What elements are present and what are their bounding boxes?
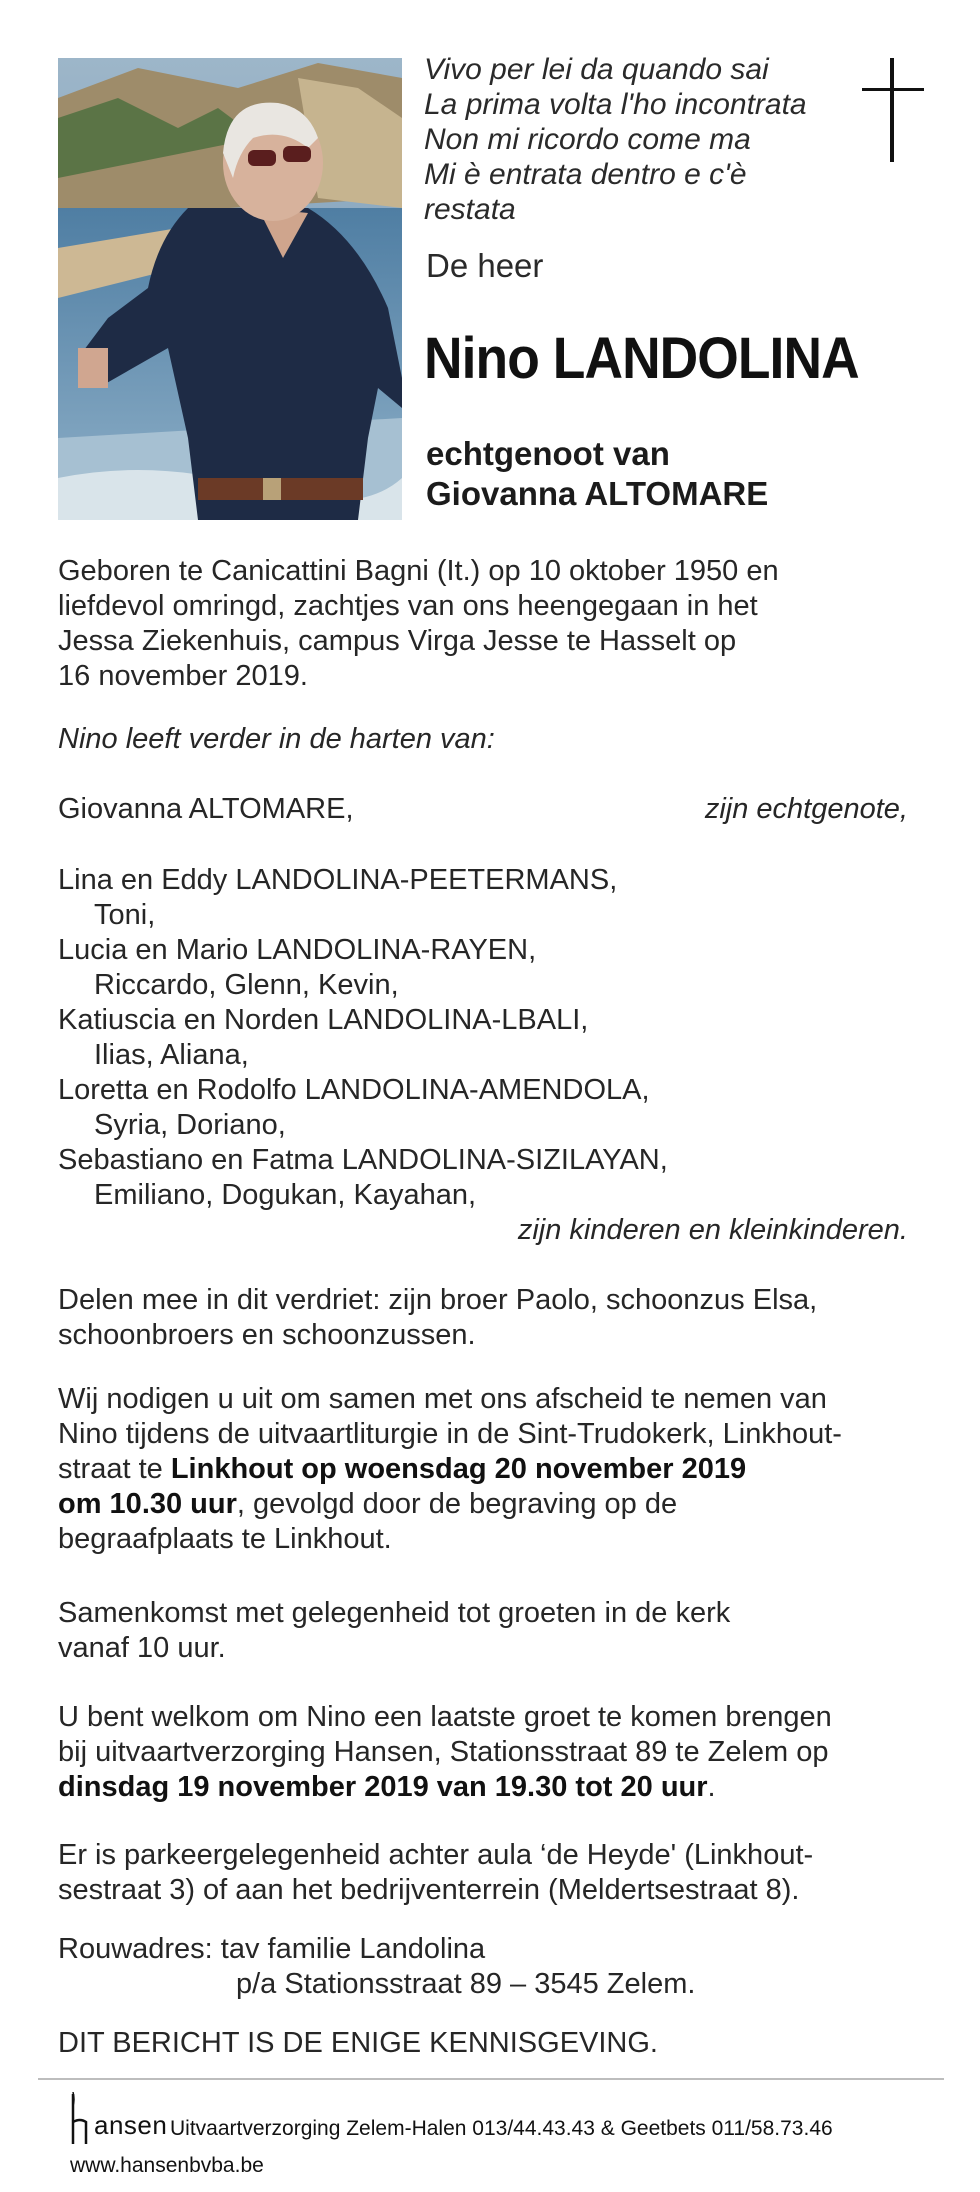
poem-line: Mi è entrata dentro e c'è xyxy=(424,158,747,191)
list-item: Toni, xyxy=(94,899,156,931)
text-line: Wij nodigen u uit om samen met ons afscheid te nemen van xyxy=(58,1383,827,1415)
text-line: vanaf 10 uur. xyxy=(58,1632,226,1664)
funeral-time: om 10.30 uur xyxy=(58,1488,237,1520)
website-link[interactable]: www.hansenbvba.be xyxy=(70,2154,264,2177)
text-span: , gevolgd door de begraving op de xyxy=(236,1488,678,1520)
text-line: Nino tijdens de uitvaartliturgie in de Sint-Trudokerk, Linkhout- xyxy=(58,1418,842,1450)
children-list xyxy=(58,863,938,1248)
address-line: p/a Stationsstraat 89 – 3545 Zelem. xyxy=(236,1968,696,2000)
text-line: Geboren te Canicattini Bagni (It.) op 10 oktober 1950 en xyxy=(58,555,779,587)
portrait-photo xyxy=(58,58,402,520)
text-line xyxy=(58,1487,938,1522)
funeral-paragraph xyxy=(58,1382,938,1557)
firm-contact: Uitvaartverzorging Zelem-Halen 013/44.43.43 & Geetbets 011/58.73.46 xyxy=(170,2117,833,2140)
notice: DIT BERICHT IS DE ENIGE KENNISGEVING. xyxy=(58,2027,658,2059)
list-item: Lucia en Mario LANDOLINA-RAYEN, xyxy=(58,934,537,966)
text-line: U bent welkom om Nino een laatste groet te komen brengen xyxy=(58,1701,832,1733)
poem-line: Vivo per lei da quando sai xyxy=(424,53,769,86)
visit-date: dinsdag 19 november 2019 van 19.30 tot 20 uur xyxy=(58,1771,708,1803)
birth-paragraph xyxy=(58,554,938,694)
text-line xyxy=(58,1770,938,1805)
list-item: Emiliano, Dogukan, Kayahan, xyxy=(94,1179,477,1211)
parking-paragraph xyxy=(58,1838,938,1908)
honorific: De heer xyxy=(426,247,544,284)
wife-row xyxy=(58,792,938,827)
address-block xyxy=(58,1932,938,2002)
cross-icon xyxy=(862,58,924,162)
brand-name: ansen xyxy=(94,2110,168,2140)
grief-paragraph xyxy=(58,1283,938,1353)
hansen-h-icon xyxy=(70,2092,92,2146)
list-item: Syria, Doriano, xyxy=(94,1109,286,1141)
deceased-name: Nino LANDOLINA xyxy=(424,326,859,391)
text-span: . xyxy=(707,1771,716,1803)
text-line: Delen mee in dit verdriet: zijn broer Paolo, schoonzus Elsa, xyxy=(58,1284,818,1316)
text-line: schoonbroers en schoonzussen. xyxy=(58,1319,476,1351)
spouse-block xyxy=(426,434,768,514)
portrait-image xyxy=(58,58,402,520)
spouse-name: Giovanna ALTOMARE xyxy=(426,475,769,512)
list-item: Riccardo, Glenn, Kevin, xyxy=(94,969,399,1001)
address-line: Rouwadres: tav familie Landolina xyxy=(58,1933,486,1965)
footer-divider xyxy=(38,2078,944,2080)
spouse-label: echtgenoot van xyxy=(426,435,670,472)
text-line xyxy=(58,1452,938,1487)
wife-name: Giovanna ALTOMARE, xyxy=(58,793,354,825)
gathering-paragraph xyxy=(58,1596,938,1666)
text-span: straat te xyxy=(58,1453,171,1485)
text-line: bij uitvaartverzorging Hansen, Stationsstraat 89 te Zelem op xyxy=(58,1736,829,1768)
list-item: Sebastiano en Fatma LANDOLINA-SIZILAYAN, xyxy=(58,1144,668,1176)
children-role: zijn kinderen en kleinkinderen. xyxy=(517,1214,908,1246)
text-line: 16 november 2019. xyxy=(58,660,308,692)
text-line: sestraat 3) of aan het bedrijventerrein (Meldertsestraat 8). xyxy=(58,1874,800,1906)
lives-on-heading: Nino leeft verder in de harten van: xyxy=(58,723,495,755)
text-line: Jessa Ziekenhuis, campus Virga Jesse te Hasselt op xyxy=(58,625,737,657)
funeral-date: Linkhout op woensdag 20 november 2019 xyxy=(170,1453,747,1485)
list-item: Ilias, Aliana, xyxy=(94,1039,249,1071)
text-line: begraafplaats te Linkhout. xyxy=(58,1523,392,1555)
list-item: Loretta en Rodolfo LANDOLINA-AMENDOLA, xyxy=(58,1074,650,1106)
list-item: Lina en Eddy LANDOLINA-PEETERMANS, xyxy=(58,864,618,896)
poem-line: restata xyxy=(424,193,516,226)
wife-role: zijn echtgenote, xyxy=(704,793,908,825)
poem-line: La prima volta l'ho incontrata xyxy=(424,88,807,121)
text-line: Er is parkeergelegenheid achter aula ‘de Heyde' (Linkhout- xyxy=(58,1839,814,1871)
poem-line: Non mi ricordo come ma xyxy=(424,123,751,156)
text-line: Samenkomst met gelegenheid tot groeten in de kerk xyxy=(58,1597,731,1629)
visit-paragraph xyxy=(58,1700,938,1805)
poem xyxy=(424,52,844,227)
text-line: liefdevol omringd, zachtjes van ons heengegaan in het xyxy=(58,590,758,622)
list-item: Katiuscia en Norden LANDOLINA-LBALI, xyxy=(58,1004,589,1036)
